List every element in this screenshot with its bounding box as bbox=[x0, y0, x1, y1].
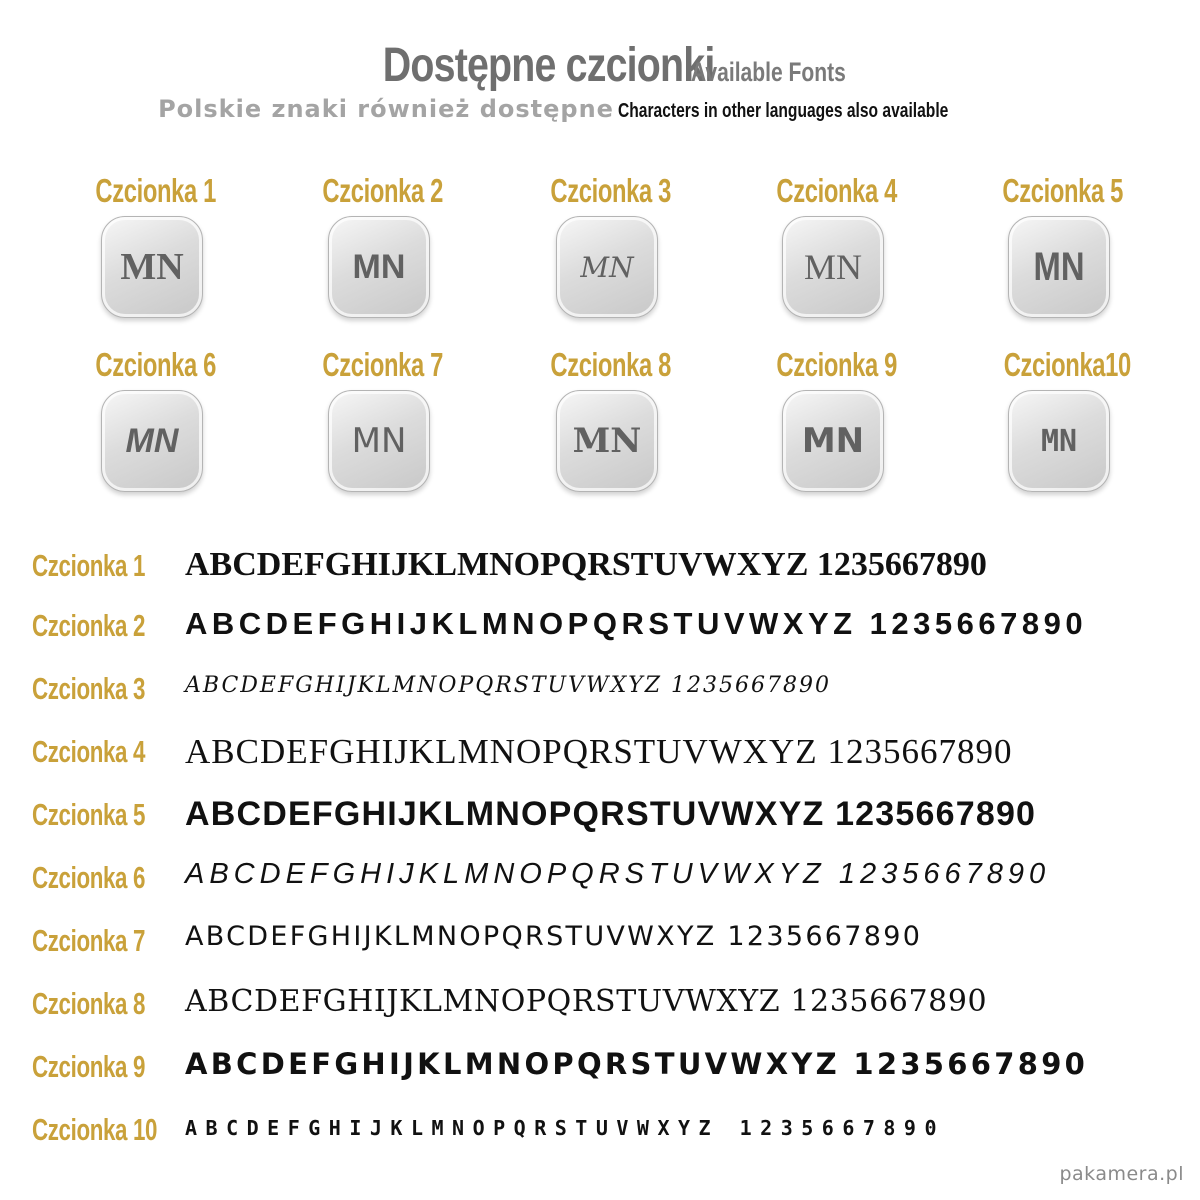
alphabet-sample: ABCDEFGHIJKLMNOPQRSTUVWXYZ 1235667890 bbox=[185, 795, 1037, 833]
swatch-monogram: MN bbox=[572, 421, 642, 461]
swatch-label: Czcionka 4 bbox=[776, 172, 897, 209]
row-label: Czcionka 1 bbox=[32, 548, 146, 583]
font-swatch-3[interactable] bbox=[527, 172, 687, 318]
swatch-tile bbox=[328, 216, 430, 318]
swatch-tile bbox=[782, 216, 884, 318]
row-label: Czcionka 8 bbox=[32, 986, 146, 1021]
swatch-tile bbox=[328, 390, 430, 492]
header bbox=[0, 38, 1200, 123]
page-title: Dostępne czcionki bbox=[383, 39, 715, 92]
swatch-monogram: MN bbox=[1040, 423, 1078, 459]
subtitle-english: Characters in other languages also available bbox=[618, 100, 949, 122]
swatch-tile bbox=[556, 390, 658, 492]
alphabet-sample: ABCDEFGHIJKLMNOPQRSTUVWXYZ 1235667890 bbox=[185, 1116, 946, 1140]
swatch-label: Czcionka 6 bbox=[95, 346, 216, 383]
alphabet-sample: ABCDEFGHIJKLMNOPQRSTUVWXYZ 1235667890 bbox=[185, 546, 987, 583]
alphabet-sample: ABCDEFGHIJKLMNOPQRSTUVWXYZ 1235667890 bbox=[185, 984, 988, 1019]
swatch-monogram: MN bbox=[580, 250, 634, 284]
alphabet-sample: ABCDEFGHIJKLMNOPQRSTUVWXYZ 1235667890 bbox=[185, 732, 1013, 771]
subtitle-line bbox=[0, 95, 1200, 123]
swatch-label: Czcionka 7 bbox=[322, 346, 443, 383]
row-label: Czcionka 4 bbox=[32, 734, 146, 769]
alphabet-sample: ABCDEFGHIJKLMNOPQRSTUVWXYZ 1235667890 bbox=[185, 921, 923, 952]
swatch-monogram: MN bbox=[801, 421, 865, 461]
swatch-monogram: MN bbox=[352, 247, 406, 286]
font-sample-row-4 bbox=[0, 726, 1200, 778]
font-swatch-1[interactable] bbox=[72, 172, 232, 318]
row-label: Czcionka 9 bbox=[32, 1049, 146, 1084]
font-sample-row-2 bbox=[0, 600, 1200, 652]
row-label: Czcionka 5 bbox=[32, 797, 146, 832]
font-swatch-5[interactable] bbox=[979, 172, 1139, 318]
swatch-tile bbox=[556, 216, 658, 318]
swatch-label: Czcionka 1 bbox=[95, 172, 216, 209]
subtitle-polish: Polskie znaki również dostępne bbox=[158, 95, 614, 123]
row-label: Czcionka 6 bbox=[32, 860, 146, 895]
font-sample-row-9 bbox=[0, 1041, 1200, 1093]
swatch-tile bbox=[1008, 216, 1110, 318]
swatch-monogram: MN bbox=[1033, 244, 1085, 289]
font-sample-row-10 bbox=[0, 1104, 1200, 1156]
font-swatch-8[interactable] bbox=[527, 346, 687, 492]
font-sample-row-8 bbox=[0, 978, 1200, 1030]
row-label: Czcionka 10 bbox=[32, 1112, 158, 1147]
alphabet-sample: ABCDEFGHIJKLMNOPQRSTUVWXYZ 1235667890 bbox=[185, 673, 832, 698]
swatch-label: Czcionka10 bbox=[1003, 346, 1131, 383]
row-label: Czcionka 2 bbox=[32, 608, 146, 643]
font-swatch-9[interactable] bbox=[753, 346, 913, 492]
page-title-en: Available Fonts bbox=[691, 57, 847, 87]
swatch-label: Czcionka 5 bbox=[1002, 172, 1123, 209]
watermark: pakamera.pl bbox=[1059, 1163, 1184, 1185]
swatch-monogram: MN bbox=[803, 247, 862, 287]
swatch-label: Czcionka 2 bbox=[322, 172, 443, 209]
font-sample-row-3 bbox=[0, 663, 1200, 715]
font-sample-row-1 bbox=[0, 540, 1200, 592]
alphabet-sample: ABCDEFGHIJKLMNOPQRSTUVWXYZ 1235667890 bbox=[185, 606, 1088, 641]
swatch-label: Czcionka 8 bbox=[550, 346, 671, 383]
swatch-label: Czcionka 3 bbox=[550, 172, 671, 209]
font-sample-row-5 bbox=[0, 789, 1200, 841]
row-label: Czcionka 7 bbox=[32, 923, 146, 958]
title-line bbox=[0, 38, 1200, 93]
alphabet-sample: ABCDEFGHIJKLMNOPQRSTUVWXYZ 1235667890 bbox=[185, 1047, 1089, 1081]
swatch-tile bbox=[782, 390, 884, 492]
font-swatch-7[interactable] bbox=[299, 346, 459, 492]
font-sample-row-7 bbox=[0, 915, 1200, 967]
swatch-label: Czcionka 9 bbox=[776, 346, 897, 383]
swatch-monogram: MN bbox=[120, 246, 184, 288]
font-swatch-6[interactable] bbox=[72, 346, 232, 492]
swatch-tile bbox=[101, 216, 203, 318]
row-label: Czcionka 3 bbox=[32, 671, 146, 706]
font-swatch-2[interactable] bbox=[299, 172, 459, 318]
swatch-tile bbox=[1008, 390, 1110, 492]
swatch-monogram: MN bbox=[351, 421, 407, 461]
font-swatch-10[interactable] bbox=[979, 346, 1139, 492]
alphabet-sample: ABCDEFGHIJKLMNOPQRSTUVWXYZ 1235667890 bbox=[185, 858, 1051, 890]
swatch-monogram: MN bbox=[125, 421, 179, 460]
font-swatch-4[interactable] bbox=[753, 172, 913, 318]
swatch-tile bbox=[101, 390, 203, 492]
font-sample-row-6 bbox=[0, 852, 1200, 904]
